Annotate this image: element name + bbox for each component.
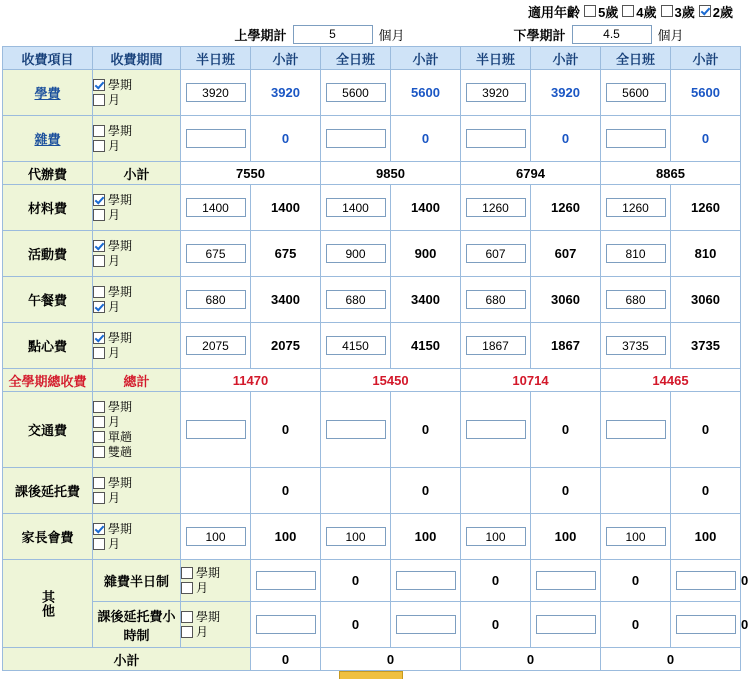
final-subtotal-label: 小計 [3,648,251,671]
header-period: 收費期間 [93,47,181,70]
table-row [3,185,741,231]
header-col-4: 半日班 [461,47,531,70]
grand-total-value-2: 15450 [321,369,461,392]
checkbox-month-box[interactable] [93,538,105,550]
transport-subtotal-2: 0 [391,392,461,468]
table-row [3,70,741,116]
age-selection-row [0,0,741,22]
final-subtotal-value-2: 0 [321,648,461,671]
material-subtotal-3: 1260 [531,185,601,231]
misc-subtotal-3: 0 [531,116,601,162]
activity-half-day-1[interactable] [186,244,246,263]
tuition-subtotal-4: 5600 [671,70,741,116]
table-row [3,514,741,560]
table-row [3,277,741,323]
checkbox-semester[interactable]: 學期 [93,522,180,537]
bottom-action-strip [2,671,739,679]
misc-halfday-subtotal-2: 0 [461,560,531,602]
checkbox-month[interactable]: 月 [93,208,180,223]
grand-total-value-3: 10714 [461,369,601,392]
header-col-7: 小計 [671,47,741,70]
period-summary-row [2,22,739,46]
cell-input[interactable] [461,185,531,231]
header-item: 收費項目 [3,47,93,70]
tuition-full-day-1[interactable] [326,83,386,102]
row-period-aftercare-hourly [181,602,251,648]
age-option-2-label: 2歲 [712,4,733,20]
checkbox-semester[interactable]: 學期 [181,566,250,581]
table-header-row [3,47,741,70]
pta-subtotal-4: 100 [671,514,741,560]
table-row [3,116,741,162]
row-name-activity: 活動費 [3,231,93,277]
grand-total-value-1: 11470 [181,369,321,392]
aftercare-hourly-subtotal-3: 0 [601,602,671,648]
misc-subtotal-4: 0 [671,116,741,162]
activity-full-day-2[interactable] [606,244,666,263]
checkbox-month-box[interactable] [181,626,193,638]
snack-half-day-1[interactable] [186,336,246,355]
fee-table [2,46,748,671]
row-name-material: 材料費 [3,185,93,231]
misc-halfday-full-2[interactable] [676,571,736,590]
cell-input[interactable] [181,323,251,369]
aftercare-hourly-subtotal-2: 0 [461,602,531,648]
cell-input[interactable] [461,277,531,323]
table-row [3,468,741,514]
row-period-material [93,185,181,231]
cell-input[interactable] [321,277,391,323]
checkbox-single-trip-box[interactable] [93,431,105,443]
checkbox-month-box[interactable] [93,94,105,106]
checkbox-semester[interactable]: 學期 [93,285,180,300]
row-period-aftercare [93,468,181,514]
checkbox-month-box[interactable] [93,347,105,359]
activity-subtotal-4: 810 [671,231,741,277]
activity-half-day-2[interactable] [466,244,526,263]
agent-fee-value-2: 9850 [321,162,461,185]
agent-fee-value-1: 7550 [181,162,321,185]
cell-empty [321,468,391,514]
row-name-misc[interactable]: 雜費 [3,116,93,162]
cell-input[interactable] [601,277,671,323]
tuition-half-day-2[interactable] [466,83,526,102]
cell-input[interactable] [251,602,321,648]
cell-input[interactable] [601,323,671,369]
aftercare-hourly-full-1[interactable] [396,615,456,634]
checkbox-semester[interactable]: 學期 [93,400,180,415]
aftercare-subtotal-3: 0 [531,468,601,514]
first-semester-months-input[interactable] [293,25,373,44]
cell-input[interactable] [251,560,321,602]
cell-input[interactable] [601,514,671,560]
final-subtotal-value-3: 0 [461,648,601,671]
misc-halfday-half-2[interactable] [536,571,596,590]
misc-subtotal-2: 0 [391,116,461,162]
second-semester-label: 下學期計 [513,27,566,43]
age-option-5-label: 5歲 [598,4,619,20]
table-row: 其他 雜費半日制 學期 月 0 0 0 0 [3,560,741,602]
table-row [3,231,741,277]
misc-half-day-2[interactable] [466,129,526,148]
checkbox-month[interactable]: 月 [93,300,180,315]
misc-half-day-1[interactable] [186,129,246,148]
snack-subtotal-4: 3735 [671,323,741,369]
cell-input[interactable] [321,70,391,116]
row-period-lunch [93,277,181,323]
grand-total-name: 全學期總收費 [3,369,93,392]
cell-input[interactable] [531,602,601,648]
checkbox-semester-box[interactable] [93,240,105,252]
aftercare-hourly-half-1[interactable] [256,615,316,634]
lunch-subtotal-2: 3400 [391,277,461,323]
age-option-3[interactable] [661,2,695,21]
grand-total-value-4: 14465 [601,369,741,392]
cell-empty [461,468,531,514]
cell-input[interactable] [321,185,391,231]
header-col-6: 全日班 [601,47,671,70]
age-checkbox-5[interactable] [584,5,596,17]
checkbox-month-box[interactable] [93,255,105,267]
checkbox-single-trip[interactable]: 單趟 [93,430,180,445]
material-subtotal-1: 1400 [251,185,321,231]
age-option-3-label: 3歲 [674,4,695,20]
misc-halfday-subtotal-3: 0 [601,560,671,602]
final-subtotal-row [3,648,741,671]
row-name-lunch: 午餐費 [3,277,93,323]
checkbox-month[interactable]: 月 [93,491,180,506]
transport-half-day-2[interactable] [466,420,526,439]
row-name-aftercare: 課後延托費 [3,468,93,514]
row-name-aftercare-hourly: 課後延托費小時制 [93,602,181,648]
aftercare-subtotal-1: 0 [251,468,321,514]
checkbox-semester-box[interactable] [93,477,105,489]
checkbox-month[interactable]: 月 [181,625,250,640]
cell-input[interactable] [461,70,531,116]
cell-input[interactable] [181,116,251,162]
transport-full-day-2[interactable] [606,420,666,439]
pta-full-day-1[interactable] [326,527,386,546]
other-group-label: 其他 [3,560,93,648]
cell-input[interactable] [601,70,671,116]
checkbox-month[interactable]: 月 [93,346,180,361]
aftercare-subtotal-4: 0 [671,468,741,514]
header-col-1: 小計 [251,47,321,70]
checkbox-semester-box[interactable] [93,194,105,206]
material-full-day-2[interactable] [606,198,666,217]
checkbox-month-box[interactable] [93,492,105,504]
lunch-full-day-1[interactable] [326,290,386,309]
cell-input[interactable] [181,185,251,231]
tuition-full-day-2[interactable] [606,83,666,102]
checkbox-semester-box[interactable] [93,286,105,298]
cell-input[interactable] [321,514,391,560]
cell-input[interactable] [601,392,671,468]
checkbox-month-box[interactable] [93,209,105,221]
row-period-misc-halfday [181,560,251,602]
cell-input[interactable] [181,514,251,560]
tuition-subtotal-2: 5600 [391,70,461,116]
activity-subtotal-2: 900 [391,231,461,277]
table-row [3,323,741,369]
checkbox-month-box[interactable] [93,140,105,152]
cell-input[interactable] [461,323,531,369]
transport-subtotal-4: 0 [671,392,741,468]
cell-input[interactable] [321,323,391,369]
checkbox-month[interactable]: 月 [93,415,180,430]
cell-input[interactable] [321,392,391,468]
cell-input[interactable] [181,277,251,323]
first-semester-block [180,25,459,44]
snack-full-day-1[interactable] [326,336,386,355]
pta-half-day-2[interactable] [466,527,526,546]
pta-full-day-2[interactable] [606,527,666,546]
checkbox-semester[interactable]: 學期 [93,78,180,93]
cell-input[interactable] [321,231,391,277]
final-subtotal-value-4: 0 [601,648,741,671]
lunch-subtotal-1: 3400 [251,277,321,323]
cell-input[interactable] [601,231,671,277]
cell-empty [601,468,671,514]
misc-halfday-half-1[interactable] [256,571,316,590]
snack-subtotal-2: 4150 [391,323,461,369]
cell-input[interactable] [601,185,671,231]
row-period-tuition [93,70,181,116]
header-col-3: 小計 [391,47,461,70]
checkbox-month[interactable]: 月 [181,581,250,596]
cell-input[interactable] [671,560,741,602]
misc-full-day-2[interactable] [606,129,666,148]
row-name-misc-halfday: 雜費半日制 [93,560,181,602]
material-subtotal-2: 1400 [391,185,461,231]
submit-button[interactable] [339,671,403,679]
misc-halfday-subtotal-1: 0 [321,560,391,602]
material-full-day-1[interactable] [326,198,386,217]
checkbox-semester[interactable]: 學期 [93,331,180,346]
transport-full-day-1[interactable] [326,420,386,439]
pta-subtotal-2: 100 [391,514,461,560]
activity-subtotal-3: 607 [531,231,601,277]
checkbox-semester[interactable]: 學期 [93,193,180,208]
material-half-day-1[interactable] [186,198,246,217]
checkbox-semester[interactable]: 學期 [93,239,180,254]
header-col-2: 全日班 [321,47,391,70]
checkbox-semester-box[interactable] [93,401,105,413]
tuition-subtotal-1: 3920 [251,70,321,116]
checkbox-semester[interactable]: 學期 [181,610,250,625]
grand-total-row [3,369,741,392]
checkbox-semester[interactable]: 學期 [93,476,180,491]
cell-input[interactable] [601,116,671,162]
snack-full-day-2[interactable] [606,336,666,355]
checkbox-month-box[interactable] [93,416,105,428]
tuition-subtotal-3: 3920 [531,70,601,116]
header-col-0: 半日班 [181,47,251,70]
agent-fee-period: 小計 [93,162,181,185]
cell-input[interactable] [671,602,741,648]
snack-subtotal-1: 2075 [251,323,321,369]
misc-halfday-full-1[interactable] [396,571,456,590]
row-period-misc [93,116,181,162]
checkbox-double-trip[interactable]: 雙趟 [93,445,180,460]
pta-subtotal-3: 100 [531,514,601,560]
cell-input[interactable] [391,602,461,648]
checkbox-month-box[interactable] [93,301,105,313]
final-subtotal-value-1: 0 [251,648,321,671]
aftercare-hourly-half-2[interactable] [536,615,596,634]
transport-subtotal-3: 0 [531,392,601,468]
checkbox-semester-box[interactable] [93,125,105,137]
checkbox-month-box[interactable] [181,582,193,594]
checkbox-double-trip-box[interactable] [93,446,105,458]
lunch-half-day-1[interactable] [186,290,246,309]
second-semester-unit: 個月 [657,27,684,43]
age-option-5[interactable] [584,2,618,21]
cell-input[interactable] [321,116,391,162]
transport-half-day-1[interactable] [186,420,246,439]
table-row: 課後延托費小時制 學期 月 0 0 0 0 [3,602,741,648]
agent-fee-value-4: 8865 [601,162,741,185]
cell-input[interactable] [461,231,531,277]
checkbox-month[interactable]: 月 [93,93,180,108]
aftercare-hourly-full-2[interactable] [676,615,736,634]
tuition-half-day-1[interactable] [186,83,246,102]
first-semester-label: 上學期計 [234,27,287,43]
checkbox-month[interactable]: 月 [93,537,180,552]
age-checkbox-4[interactable] [622,5,634,17]
table-row [3,392,741,468]
checkbox-semester[interactable]: 學期 [93,124,180,139]
first-semester-unit: 個月 [378,27,405,43]
checkbox-semester-box[interactable] [93,332,105,344]
misc-subtotal-1: 0 [251,116,321,162]
material-half-day-2[interactable] [466,198,526,217]
checkbox-semester-box[interactable] [93,523,105,535]
cell-input[interactable] [461,116,531,162]
agent-fee-name: 代辦費 [3,162,93,185]
cell-input[interactable] [181,231,251,277]
age-option-4-label: 4歲 [636,4,657,20]
checkbox-month[interactable]: 月 [93,254,180,269]
second-semester-block [459,25,738,44]
cell-input[interactable] [461,514,531,560]
activity-full-day-1[interactable] [326,244,386,263]
lunch-subtotal-4: 3060 [671,277,741,323]
grand-total-period: 總計 [93,369,181,392]
row-period-activity [93,231,181,277]
age-checkbox-3[interactable] [661,5,673,17]
row-name-pta: 家長會費 [3,514,93,560]
lunch-full-day-2[interactable] [606,290,666,309]
row-period-transport [93,392,181,468]
age-label: 適用年齡 [528,4,581,20]
transport-subtotal-1: 0 [251,392,321,468]
aftercare-subtotal-2: 0 [391,468,461,514]
cell-input[interactable] [461,392,531,468]
cell-input[interactable] [181,70,251,116]
lunch-half-day-2[interactable] [466,290,526,309]
row-period-snack [93,323,181,369]
row-name-snack: 點心費 [3,323,93,369]
agent-fee-value-3: 6794 [461,162,601,185]
aftercare-hourly-subtotal-1: 0 [321,602,391,648]
checkbox-month[interactable]: 月 [93,139,180,154]
checkbox-semester-box[interactable] [181,567,193,579]
misc-full-day-1[interactable] [326,129,386,148]
row-period-pta [93,514,181,560]
pta-subtotal-1: 100 [251,514,321,560]
checkbox-semester-box[interactable] [93,79,105,91]
age-checkbox-2[interactable] [699,5,711,17]
cell-empty [181,468,251,514]
checkbox-semester-box[interactable] [181,611,193,623]
snack-subtotal-3: 1867 [531,323,601,369]
cell-input[interactable] [181,392,251,468]
cell-input[interactable] [391,560,461,602]
second-semester-months-input[interactable] [572,25,652,44]
snack-half-day-2[interactable] [466,336,526,355]
activity-subtotal-1: 675 [251,231,321,277]
age-option-4[interactable] [622,2,656,21]
cell-input[interactable] [531,560,601,602]
age-option-2[interactable] [699,2,733,21]
row-name-tuition[interactable]: 學費 [3,70,93,116]
header-col-5: 小計 [531,47,601,70]
material-subtotal-4: 1260 [671,185,741,231]
agent-fee-row [3,162,741,185]
row-name-transport: 交通費 [3,392,93,468]
lunch-subtotal-3: 3060 [531,277,601,323]
pta-half-day-1[interactable] [186,527,246,546]
